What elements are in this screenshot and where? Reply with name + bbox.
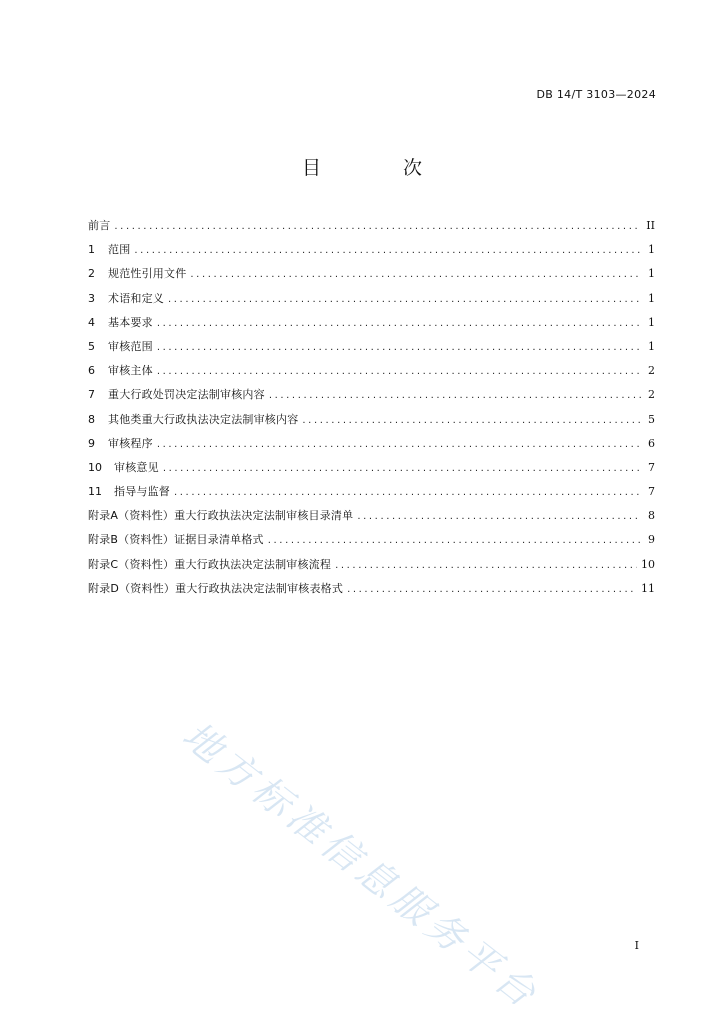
toc-entry-number: 7 (88, 388, 95, 402)
toc-leader-dots (357, 511, 641, 522)
toc-leader-dots (268, 535, 641, 546)
toc-entry-label: 审核程序 (108, 436, 153, 450)
toc-entry-number: 11 (88, 485, 102, 499)
toc-entry-page: 2 (648, 364, 655, 378)
toc-entry-number: 6 (88, 364, 95, 378)
toc-title: 目 次 (301, 157, 461, 179)
toc-entry-page: 5 (648, 412, 655, 426)
toc-entry-11[interactable] (88, 483, 655, 507)
toc-entry-label: 附录B（资料性）证据目录清单格式 (88, 533, 264, 547)
toc-entry-label: 规范性引用文件 (108, 267, 187, 281)
toc-entry-page: 9 (648, 533, 655, 547)
watermark: 地方标准信息服务平台 (174, 712, 549, 1019)
toc-entry-page: 1 (648, 291, 655, 305)
toc-entry-label: 重大行政处罚决定法制审核内容 (108, 388, 265, 402)
toc-leader-dots (157, 439, 641, 450)
toc-entry-page: 6 (648, 436, 655, 450)
toc-leader-dots (157, 366, 641, 377)
toc-entry-label: 其他类重大行政执法决定法制审核内容 (108, 412, 299, 426)
toc-leader-dots (168, 294, 641, 305)
toc-entry-label: 术语和定义 (108, 291, 164, 305)
toc-entry-label: 审核主体 (108, 364, 153, 378)
toc-entry-number: 1 (88, 243, 95, 257)
toc-entry-page: 1 (648, 315, 655, 329)
toc-leader-dots (163, 463, 641, 474)
toc-entry-page: 11 (641, 581, 655, 595)
toc-leader-dots (190, 269, 641, 280)
toc-entry-number: 10 (88, 460, 102, 474)
toc-entry-page: 7 (648, 485, 655, 499)
toc-entry-label: 附录C（资料性）重大行政执法决定法制审核流程 (88, 557, 332, 571)
toc-entry-1[interactable] (88, 241, 655, 265)
toc-entry-label: 附录D（资料性）重大行政执法决定法制审核表格式 (88, 581, 344, 595)
toc-entry-label: 范围 (108, 243, 131, 257)
toc-entry-6[interactable] (88, 362, 655, 386)
toc-entry-page: 10 (641, 557, 655, 571)
toc-entry-appendix-c[interactable] (88, 556, 655, 580)
toc-entry-number: 5 (88, 339, 95, 353)
toc-leader-dots (157, 318, 641, 329)
toc-leader-dots (335, 560, 637, 571)
toc-leader-dots (174, 487, 641, 498)
toc-entry-2[interactable] (88, 265, 655, 289)
toc-entry-page: 2 (648, 388, 655, 402)
toc-entry-page: 1 (648, 339, 655, 353)
toc-leader-dots (157, 342, 641, 353)
toc-entry-label: 附录A（资料性）重大行政执法决定法制审核目录清单 (88, 509, 354, 523)
toc-entry-number: 9 (88, 436, 95, 450)
toc-entry-page: 8 (648, 509, 655, 523)
toc-entry-appendix-a[interactable] (88, 507, 655, 531)
toc-entry-number: 2 (88, 267, 95, 281)
toc-entry-4[interactable] (88, 314, 655, 338)
toc-leader-dots (114, 221, 641, 232)
toc-entry-label: 前言 (88, 219, 111, 232)
toc-entry-number: 8 (88, 412, 95, 426)
toc-entry-page: 1 (648, 243, 655, 257)
standard-code: DB 14/T 3103—2024 (536, 88, 656, 101)
toc-entry-number: 4 (88, 315, 95, 329)
table-of-contents (88, 217, 655, 604)
toc-leader-dots (347, 584, 637, 595)
page-number: I (634, 939, 639, 952)
toc-entry-8[interactable] (88, 411, 655, 435)
toc-entry-label: 审核意见 (114, 460, 159, 474)
toc-entry-7[interactable] (88, 386, 655, 410)
toc-entry-appendix-d[interactable] (88, 580, 655, 604)
toc-entry-5[interactable] (88, 338, 655, 362)
toc-entry-foreword[interactable] (88, 217, 655, 241)
toc-entry-number: 3 (88, 291, 95, 305)
toc-entry-label: 指导与监督 (114, 485, 170, 499)
toc-entry-page: 7 (648, 460, 655, 474)
toc-entry-label: 审核范围 (108, 339, 153, 353)
toc-entry-appendix-b[interactable] (88, 531, 655, 555)
toc-entry-10[interactable] (88, 459, 655, 483)
toc-entry-page: II (646, 219, 655, 232)
toc-entry-9[interactable] (88, 435, 655, 459)
toc-entry-page: 1 (648, 267, 655, 281)
toc-leader-dots (302, 415, 641, 426)
toc-entry-3[interactable] (88, 290, 655, 314)
toc-leader-dots (134, 245, 641, 256)
toc-leader-dots (269, 390, 641, 401)
toc-entry-label: 基本要求 (108, 315, 153, 329)
